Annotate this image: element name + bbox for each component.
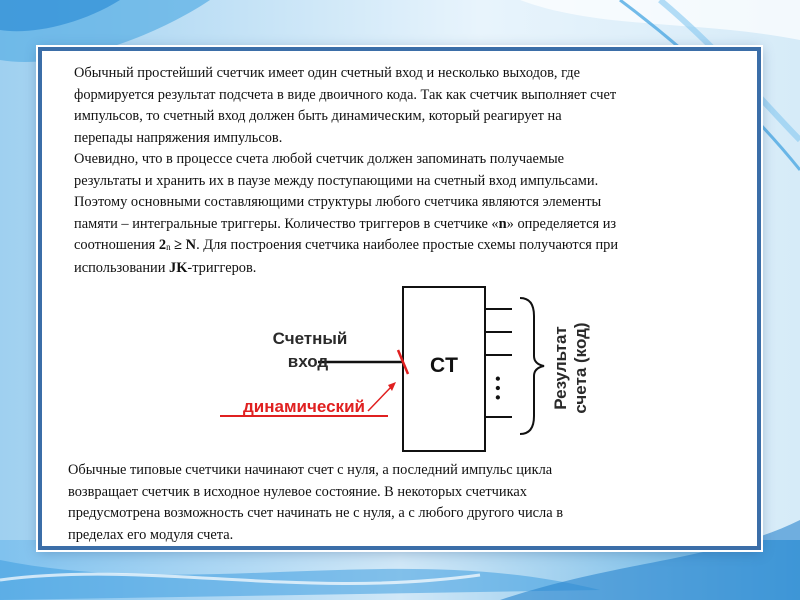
text-line: формируется результат подсчета в виде двоичного кода. Так как счетчик выполняет счет (74, 86, 617, 103)
text-line: пределах его модуля счета. (68, 526, 234, 543)
text-line: Обычные типовые счетчики начинают счет с нуля, а последний импульс цикла (68, 462, 553, 478)
text-line: перепады напряжения импульсов. (74, 129, 283, 146)
text-run: использовании (74, 259, 170, 276)
text-line: Обычный простейший счетчик имеет один счетный вход и несколько выходов, где (74, 65, 581, 81)
input-label-line2: вход (287, 352, 329, 371)
closing-paragraph (68, 460, 728, 546)
dynamic-label: динамический (243, 397, 365, 416)
text-line: Поэтому основными составляющими структуры любого счетчика являются элементы (74, 194, 602, 210)
dynamic-pointer-line (368, 386, 392, 411)
content-slide (38, 47, 761, 550)
result-label-line2: счета (код) (571, 322, 590, 414)
text-line: результаты и хранить их в паузе между поступающими на счетный вход импульсами. (74, 172, 599, 189)
formula-exponent: n (166, 242, 171, 252)
text-line: Очевидно, что в процессе счета любой счетчик должен запоминать получаемые (74, 151, 565, 167)
jk-label: JK (169, 259, 188, 276)
formula-base: 2 (158, 237, 167, 253)
text-line (74, 235, 759, 258)
output-ellipsis: • • • (490, 375, 507, 401)
formula-relation: ≥ N (170, 237, 197, 253)
intro-paragraph (74, 63, 759, 279)
block-label: CT (430, 354, 458, 377)
text-run: памяти – интегральные триггеры. Количество триггеров в счетчике « (74, 215, 499, 232)
counter-schematic (218, 286, 595, 452)
text-line: импульсов, то счетный вход должен быть динамическим, который реагирует на (74, 108, 562, 124)
variable-n: n (498, 215, 507, 232)
text-run: -триггеров. (187, 259, 257, 276)
text-line: возвращает счетчик в исходное нулевое состояние. В некоторых счетчиках (68, 483, 527, 500)
text-run: » определяется из (506, 215, 617, 232)
text-line (74, 214, 759, 236)
text-run: . Для построения счетчика наиболее простые схемы получаются при (196, 237, 619, 253)
text-line: предусмотрена возможность счет начинать не с нуля, а с любого другого числа в (68, 505, 563, 521)
result-label-line1: Результат (551, 326, 570, 410)
output-brace (520, 298, 544, 434)
text-line (74, 258, 759, 280)
input-label-line1: Счетный (272, 329, 348, 348)
counter-diagram (218, 286, 595, 452)
text-run: соотношения (74, 237, 159, 253)
